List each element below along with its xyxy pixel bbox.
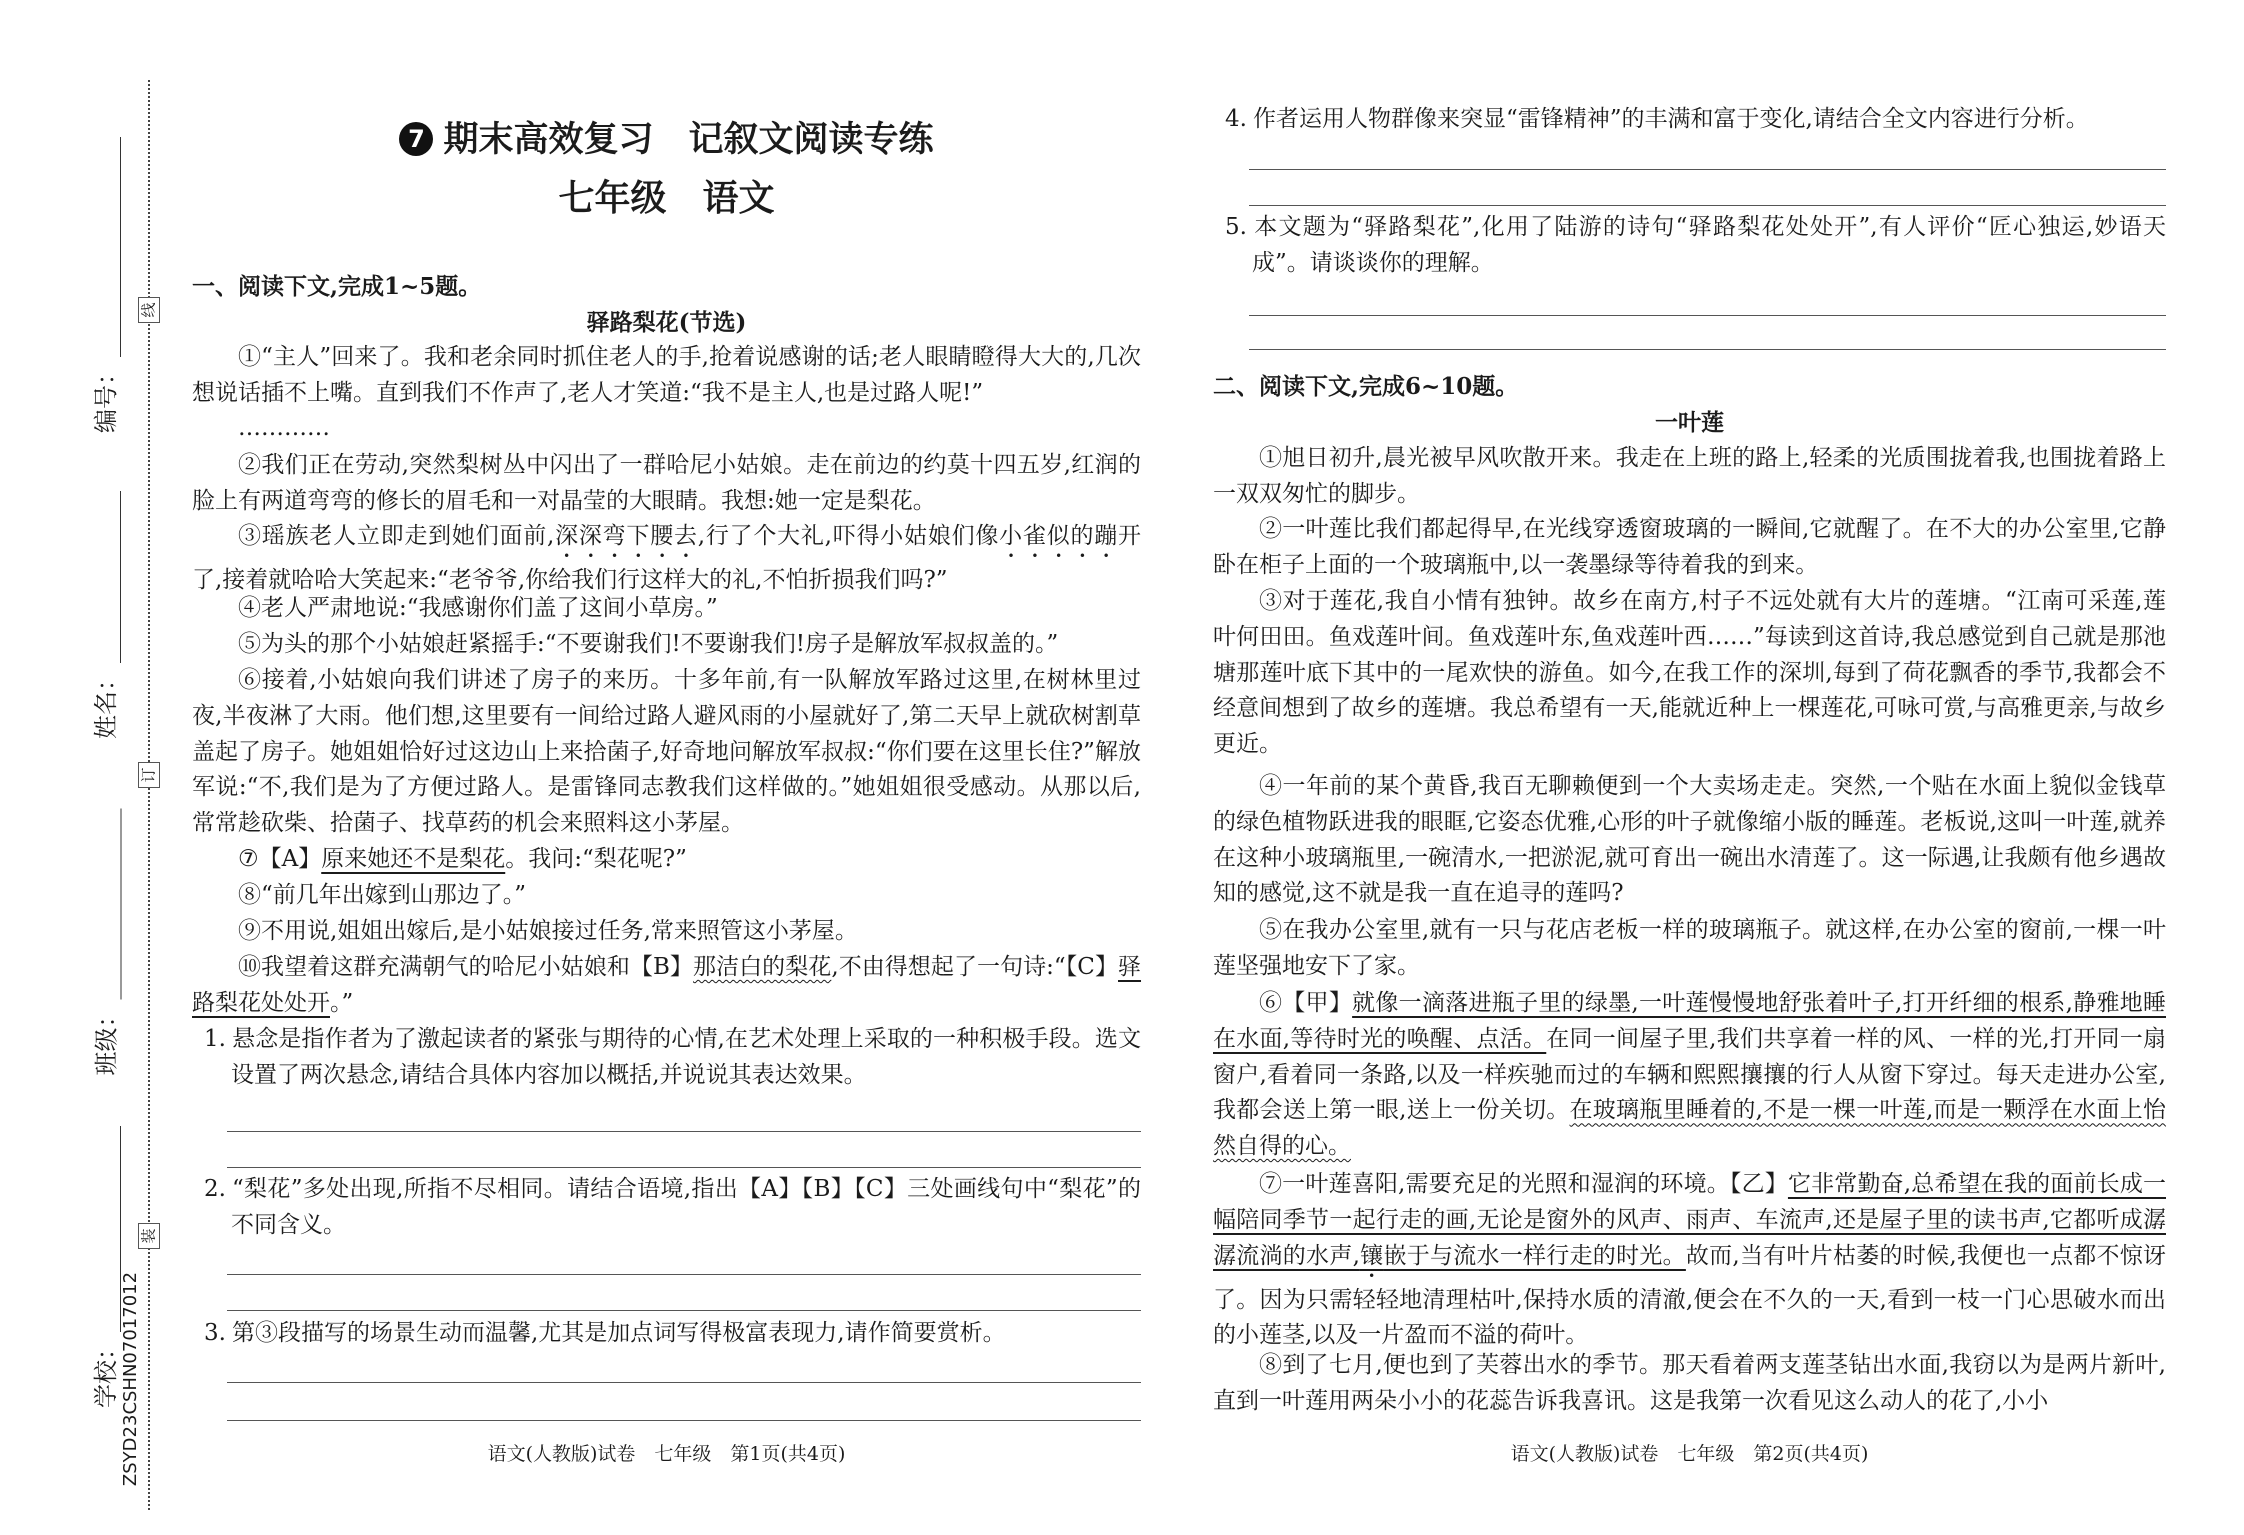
answer-line [1249,169,2166,170]
marked-text: 那洁白的梨花 [693,954,832,980]
answer-line [227,1167,1141,1168]
text-run: ⑥接着,小姑娘向我们讲述了房子的来历。十多年前,有一队解放军路过这里,在树林里过夜,半夜淋了大雨。他们想,这里要有一间给过路人避风雨的小屋就好了,第二天早上就砍树割草盖起了房子。她姐姐恰好过这边山上来拾菌子,好奇地问解放军叔叔:“你们要在这里长住?”解放军说:“不,我们是为了方便过路人。是雷锋同志教我们这样做的。”她姐姐很受感动。从那以后,常常趁砍柴、拾菌子、找草药的机会来照料这小茅屋。 [192,667,1141,837]
text-run: 故而,当有叶片枯萎的时候,我便也一点都不惊讶了。因为只需轻轻地清理枯叶,保持水质的清澈,便会在不久的一天,看到一枝一门心思破水而出的小莲茎,以及一片盈而不溢的荷叶。 [1213,1242,2167,1349]
paragraph-2 [192,448,1141,520]
question-number: 2. [204,1176,226,1202]
seal-mark-text: 订 [139,767,158,783]
question-number: 5. [1225,214,1247,240]
question-number: 3. [204,1320,226,1346]
school-label: 学校： [92,1336,120,1408]
text-run: ,行了个大礼,吓得小姑娘们像 [697,523,1000,549]
text-run: ②一叶莲比我们都起得早,在光线穿透窗玻璃的一瞬间,它就醒了。在不大的办公室里,它静卧在柜子上面的一个玻璃瓶中,以一袭墨绿等待着我的到来。 [1213,516,2166,578]
number-label: 编号： [92,361,120,433]
seal-mark-line [138,297,160,323]
text-run: 。” [330,989,354,1016]
page-title [192,116,1141,164]
marked-text: 在玻璃瓶里睡着的,不是一棵一叶莲,而是一颗浮在水面上怡然自得的心。 [1213,1097,2167,1160]
text-run: ⑤为头的那个小姑娘赶紧摇手:“不要谢我们!不要谢我们!房子是解放军叔叔盖的。” [238,631,1059,657]
paragraph-3 [192,519,1141,599]
question-text: “梨花”多处出现,所指不尽相同。请结合语境,指出【A】【B】【C】三处画线句中“梨花”的不同含义。 [231,1176,1141,1238]
text-run: ⑧到了七月,便也到了芙蓉出水的季节。那天看着两支莲茎钻出水面,我窃以为是两片新叶,直到一叶莲用两朵小小的花蕊告诉我喜讯。这是我第一次看见这么动人的花了,小小 [1213,1352,2166,1414]
seal-mark-sew [138,1223,160,1249]
text-run: ⑦【A】 [238,846,322,872]
article-title-1: 驿路梨花(节选) [586,309,747,336]
marked-text: 它非常勤奋,总希望在我的面前长成一幅陪同季节一起行走的画,无论是窗外的风声、雨声、车流声,还是屋子里的读书声,它都听成潺潺流淌的水声, [1213,1171,2166,1269]
page-title-text: 期末高效复习 记叙文阅读专练 [443,119,934,160]
paragraph-r8 [1213,1348,2166,1420]
class-label: 班级： [92,1003,121,1076]
question-3 [204,1316,1141,1352]
section-heading-1: 一、阅读下文,完成1~5题。 [192,273,482,300]
text-run: ⑩我望着这群充满朝气的哈尼小姑娘和【B】 [238,954,693,980]
paper-code: ZSYD23CSHN07017012 [120,1271,141,1487]
paragraph-6 [192,663,1141,842]
number-fill-line [95,137,121,357]
class-fill-line [96,809,122,1000]
marked-text: 原来她还不是梨花 [321,846,506,872]
unit-number-badge: 7 [399,122,433,156]
question-number: 4. [1225,106,1247,132]
answer-line [1249,315,2166,316]
name-field [87,491,121,739]
name-fill-line [95,491,121,663]
question-2 [204,1172,1141,1244]
answer-line [227,1274,1141,1275]
question-text: 悬念是指作者为了激起读者的紧张与期待的心情,在艺术处理上采取的一种积极手段。选文设置了两次悬念,请结合具体内容加以概括,并说说其表达效果。 [231,1026,1141,1088]
paragraph-r7 [1213,1167,2166,1354]
text-run: ④老人严肃地说:“我感谢你们盖了这间小草房。” [238,595,718,621]
paragraph-1 [192,340,1141,412]
marked-text: 嵌于与流水一样行走的时光。 [1383,1242,1686,1269]
text-run: ⑤在我办公室里,就有一只与花店老板一样的玻璃瓶子。就这样,在办公室的窗前,一棵一叶莲坚强地安下了家。 [1213,917,2166,979]
answer-line [227,1310,1141,1311]
question-text: 作者运用人物群像来突显“雷锋精神”的丰满和富于变化,请结合全文内容进行分析。 [1252,106,2089,132]
page-subtitle: 七年级 语文 [558,177,775,219]
marked-text: 就像一滴落进瓶子里的绿墨,一叶莲慢慢地舒张着叶子,打开纤细的根系,静雅地睡在水面,等待时光的唤醒、点活。 [1213,990,2166,1052]
class-field [88,809,122,1076]
answer-line [227,1382,1141,1383]
text-run: ④一年前的某个黄昏,我百无聊赖便到一个大卖场走走。突然,一个贴在水面上貌似金钱草的绿色植物跃进我的眼眶,它姿态优雅,心形的叶子就像缩小版的睡莲。老板说,这叫一叶莲,就养在这种小玻璃瓶里,一碗清水,一把淤泥,就可育出一碗出水清莲了。这一际遇,让我颇有他乡遇故知的感觉,这不就是我一直在追寻的莲吗? [1213,773,2166,907]
paragraph-r6 [1213,986,2166,1165]
omission-mark: ………… [238,415,330,441]
paragraph-10 [192,950,1141,1022]
question-1 [204,1022,1141,1094]
text-run: ⑧“前几年出嫁到山那边了。” [238,882,527,908]
answer-line [227,1131,1141,1132]
binding-dotted-line [148,80,150,1510]
article-title-2: 一叶莲 [1655,409,1724,436]
page-footer-2: 语文(人教版)试卷 七年级 第2页(共4页) [1510,1443,1869,1465]
page-footer-1: 语文(人教版)试卷 七年级 第1页(共4页) [487,1443,846,1465]
paragraph-7 [192,842,1141,878]
seal-mark-text: 装 [139,1228,158,1244]
name-label: 姓名： [92,667,120,739]
paragraph-5 [192,627,1141,663]
question-5 [1225,210,2166,282]
text-run: ③瑶族老人立即走到她们面前, [238,523,555,549]
text-run: ⑥【甲】 [1259,990,1353,1016]
paragraph-8 [192,878,1141,914]
text-run: ①“主人”回来了。我和老余同时抓住老人的手,抢着说感谢的话;老人眼睛瞪得大大的,几次想说话插不上嘴。直到我们不作声了,老人才笑道:“我不是主人,也是过路人呢!” [192,344,1141,406]
seal-mark-text: 线 [139,302,158,318]
section-heading-2: 二、阅读下文,完成6~10题。 [1213,373,1519,400]
answer-line [1249,205,2166,206]
seal-mark-bind [138,762,160,788]
question-number: 1. [204,1026,226,1052]
text-run: ⑨不用说,姐姐出嫁后,是小姑娘接过任务,常来照管这小茅屋。 [238,918,858,944]
marked-text: 驿路梨花处处开 [192,954,1142,1016]
paragraph-r4 [1213,769,2166,912]
text-run: 开了,接着就哈哈大笑起来:“老爷爷,你给我们行这样大的礼,不怕折损我们吗?” [192,523,1142,593]
marked-text: 小雀似的蹦 [999,523,1119,549]
paragraph-r2 [1213,512,2166,584]
question-4 [1225,102,2166,138]
text-run: ,不由得想起了一句诗:“【C】 [831,954,1119,980]
text-run: ②我们正在劳动,突然梨树丛中闪出了一群哈尼小姑娘。走在前边的约莫十四五岁,红润的脸上有两道弯弯的修长的眉毛和一对晶莹的大眼睛。我想:她一定是梨花。 [192,452,1141,514]
school-field [87,1126,121,1408]
paragraph-r3 [1213,584,2166,763]
text-run: ⑦一叶莲喜阳,需要充足的光照和湿润的环境。【乙】 [1259,1171,1788,1197]
text-run: ①旭日初升,晨光被早风吹散开来。我走在上班的路上,轻柔的光质围拢着我,也围拢着路上一双双匆忙的脚步。 [1213,445,2166,507]
number-field [87,137,121,433]
paragraph-4 [192,591,1141,627]
text-run: ③对于莲花,我自小情有独钟。故乡在南方,村子不远处就有大片的莲塘。“江南可采莲,莲叶何田田。鱼戏莲叶间。鱼戏莲叶东,鱼戏莲叶西……”每读到这首诗,我总感觉到自己就是那池塘那莲叶底下其中的一尾欢快的游鱼。如今,在我工作的深圳,每到了荷花飘香的季节,我都会不经意间想到了故乡的莲塘。我总希望有一天,能就近种上一棵莲花,可咏可赏,与高雅更亲,与故乡更近。 [1213,588,2166,758]
paragraph-r5 [1213,913,2166,985]
text-run: 。我问:“梨花呢?” [505,846,687,872]
paragraph-9 [192,914,1141,950]
answer-line [1249,349,2166,350]
text-run: 在同一间屋子里,我们共享着一样的风、一样的光,打开同一扇窗户,看着同一条路,以及一样疾驰而过的车辆和熙熙攘攘的行人从窗下穿过。每天走进办公室,我都会送上第一眼,送上一份关切。 [1213,1025,2166,1124]
question-text: 第③段描写的场景生动而温馨,尤其是加点词写得极富表现力,请作简要赏析。 [231,1320,1006,1346]
marked-text: 镶 [1359,1242,1384,1269]
paragraph-r1 [1213,441,2166,513]
school-fill-line [95,1126,121,1332]
answer-line [227,1420,1141,1421]
marked-text: 深深弯下腰去 [554,523,698,549]
question-text: 本文题为“驿路梨花”,化用了陆游的诗句“驿路梨花处处开”,有人评价“匠心独运,妙语天成”。请谈谈你的理解。 [1252,214,2166,276]
